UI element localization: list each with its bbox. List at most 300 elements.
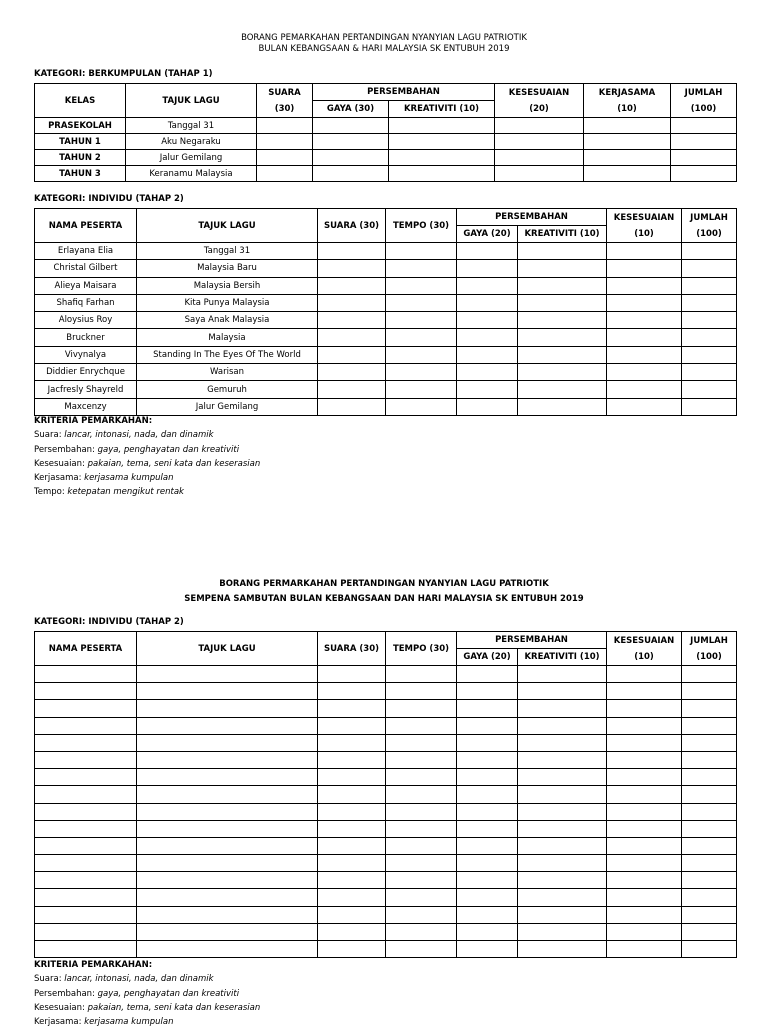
score-cell[interactable] [386,329,457,346]
score-cell[interactable] [682,260,737,277]
score-cell[interactable] [607,312,682,329]
score-cell[interactable] [607,277,682,294]
score-cell[interactable] [386,243,457,260]
criteria-section-2 [34,958,260,1029]
entry-cell[interactable] [137,889,318,906]
score-cell[interactable] [518,294,607,311]
score-cell[interactable] [386,786,457,803]
row-lagu: Malaysia Bersih [137,277,318,294]
score-cell[interactable] [318,837,386,854]
score-cell[interactable] [389,134,495,150]
blank-row [35,837,737,854]
header-nama-peserta: NAMA PESERTA [35,209,137,243]
score-cell[interactable] [682,751,737,768]
score-cell[interactable] [518,734,607,751]
table-row [35,364,737,381]
header-jumlah: JUMLAH (100) [682,632,737,666]
score-cell[interactable] [682,364,737,381]
score-cell[interactable] [457,889,518,906]
table-row [35,312,737,329]
blank-row [35,803,737,820]
title-line-2: BULAN KEBANGSAAN & HARI MALAYSIA SK ENTUBUH 2019 [258,44,510,54]
score-cell[interactable] [607,329,682,346]
score-cell[interactable] [318,243,386,260]
row-lagu: Jalur Gemilang [137,398,318,415]
score-cell[interactable] [518,277,607,294]
score-cell[interactable] [257,166,313,182]
header-nama-peserta: NAMA PESERTA [35,632,137,666]
score-cell[interactable] [318,666,386,683]
score-cell[interactable] [682,820,737,837]
score-cell[interactable] [386,751,457,768]
score-cell[interactable] [318,906,386,923]
table-row [35,294,737,311]
score-cell[interactable] [607,398,682,415]
individual-category-label-2: KATEGORI: INDIVIDU (TAHAP 2) [34,617,184,627]
table-row [35,277,737,294]
entry-cell[interactable] [35,717,137,734]
entry-cell[interactable] [35,769,137,786]
table-row [35,166,737,182]
score-cell[interactable] [607,364,682,381]
entry-cell[interactable] [35,855,137,872]
score-cell[interactable] [318,683,386,700]
entry-cell[interactable] [35,803,137,820]
row-nama: Jacfresly Shayreld [35,381,137,398]
entry-cell[interactable] [137,751,318,768]
score-cell[interactable] [607,906,682,923]
score-cell[interactable] [386,381,457,398]
header-persembahan: PERSEMBAHAN [457,209,607,226]
score-cell[interactable] [518,329,607,346]
score-cell[interactable] [518,941,607,958]
score-cell[interactable] [607,751,682,768]
score-cell[interactable] [518,243,607,260]
score-cell[interactable] [682,717,737,734]
score-cell[interactable] [671,118,737,134]
score-cell[interactable] [318,398,386,415]
entry-cell[interactable] [137,700,318,717]
blank-row [35,889,737,906]
blank-row [35,820,737,837]
score-cell[interactable] [257,118,313,134]
entry-cell[interactable] [35,700,137,717]
score-cell[interactable] [518,769,607,786]
score-cell[interactable] [671,166,737,182]
score-cell[interactable] [457,872,518,889]
score-cell[interactable] [313,166,389,182]
score-cell[interactable] [518,786,607,803]
score-cell[interactable] [386,683,457,700]
header-kreativiti: KREATIVITI (10) [389,101,495,118]
row-nama: Erlayana Elia [35,243,137,260]
score-cell[interactable] [607,820,682,837]
score-cell[interactable] [318,700,386,717]
score-cell[interactable] [682,734,737,751]
score-cell[interactable] [457,294,518,311]
score-cell[interactable] [607,260,682,277]
score-cell[interactable] [386,734,457,751]
table-row [35,260,737,277]
score-cell[interactable] [318,751,386,768]
score-cell[interactable] [318,260,386,277]
score-cell[interactable] [682,346,737,363]
row-lagu: Standing In The Eyes Of The World [137,346,318,363]
score-cell[interactable] [318,717,386,734]
criteria-item: Suara: lancar, intonasi, nada, dan dinamik [34,974,214,985]
criteria-section [34,414,260,500]
blank-row [35,769,737,786]
entry-cell[interactable] [137,906,318,923]
entry-cell[interactable] [137,769,318,786]
score-cell[interactable] [313,150,389,166]
entry-cell[interactable] [35,889,137,906]
score-cell[interactable] [682,666,737,683]
row-kelas: TAHUN 1 [35,134,126,150]
group-category-label: KATEGORI: BERKUMPULAN (TAHAP 1) [34,69,213,79]
header-tajuk-lagu: TAJUK LAGU [137,209,318,243]
score-cell[interactable] [607,243,682,260]
score-cell[interactable] [607,941,682,958]
entry-cell[interactable] [35,941,137,958]
entry-cell[interactable] [137,923,318,940]
blank-row [35,734,737,751]
score-cell[interactable] [607,786,682,803]
score-cell[interactable] [457,941,518,958]
table-row [35,329,737,346]
entry-cell[interactable] [137,855,318,872]
entry-cell[interactable] [137,734,318,751]
score-cell[interactable] [389,118,495,134]
score-cell[interactable] [457,803,518,820]
score-cell[interactable] [495,150,584,166]
header-persembahan: PERSEMBAHAN [313,84,495,101]
score-cell[interactable] [518,346,607,363]
table-row [35,243,737,260]
header-kreativiti: KREATIVITI (10) [518,226,607,243]
score-cell[interactable] [682,329,737,346]
criteria-heading: KRITERIA PEMARKAHAN: [34,416,153,426]
blank-row [35,906,737,923]
entry-cell[interactable] [35,837,137,854]
score-cell[interactable] [318,889,386,906]
score-cell[interactable] [518,837,607,854]
score-cell[interactable] [495,134,584,150]
header-tempo: TEMPO (30) [386,632,457,666]
score-cell[interactable] [682,277,737,294]
score-cell[interactable] [671,134,737,150]
entry-cell[interactable] [137,666,318,683]
blank-row [35,923,737,940]
score-cell[interactable] [386,889,457,906]
header-gaya: GAYA (20) [457,649,518,666]
score-cell[interactable] [584,134,671,150]
header-suara: SUARA (30) [318,632,386,666]
score-cell[interactable] [386,837,457,854]
score-cell[interactable] [386,700,457,717]
score-cell[interactable] [386,294,457,311]
score-cell[interactable] [518,312,607,329]
form-title [0,33,768,55]
score-cell[interactable] [386,346,457,363]
score-cell[interactable] [457,923,518,940]
score-cell[interactable] [518,364,607,381]
score-cell[interactable] [386,260,457,277]
score-cell[interactable] [682,769,737,786]
score-cell[interactable] [386,769,457,786]
score-cell[interactable] [584,166,671,182]
score-cell[interactable] [457,329,518,346]
score-cell[interactable] [518,751,607,768]
score-cell[interactable] [607,346,682,363]
score-cell[interactable] [318,381,386,398]
score-cell[interactable] [682,683,737,700]
score-cell[interactable] [457,683,518,700]
entry-cell[interactable] [35,906,137,923]
row-nama: Maxcenzy [35,398,137,415]
score-cell[interactable] [318,923,386,940]
score-cell[interactable] [386,906,457,923]
blank-row [35,700,737,717]
score-cell[interactable] [682,906,737,923]
score-cell[interactable] [257,134,313,150]
entry-cell[interactable] [137,786,318,803]
score-cell[interactable] [457,346,518,363]
row-lagu: Tanggal 31 [137,243,318,260]
score-cell[interactable] [607,683,682,700]
score-cell[interactable] [495,118,584,134]
score-cell[interactable] [386,717,457,734]
header-kesesuaian: KESESUAIAN (20) [495,84,584,118]
entry-cell[interactable] [35,751,137,768]
row-nama: Bruckner [35,329,137,346]
entry-cell[interactable] [35,734,137,751]
score-cell[interactable] [318,312,386,329]
score-cell[interactable] [318,769,386,786]
score-cell[interactable] [682,837,737,854]
row-nama: Aloysius Roy [35,312,137,329]
score-cell[interactable] [518,820,607,837]
table-row [35,150,737,166]
row-lagu: Tanggal 31 [126,118,257,134]
row-kelas: TAHUN 3 [35,166,126,182]
score-cell[interactable] [457,398,518,415]
score-cell[interactable] [607,294,682,311]
score-cell[interactable] [386,820,457,837]
score-cell[interactable] [386,855,457,872]
header-jumlah: JUMLAH (100) [682,209,737,243]
individual-score-table [34,208,737,416]
score-cell[interactable] [682,243,737,260]
score-cell[interactable] [518,666,607,683]
entry-cell[interactable] [137,872,318,889]
entry-cell[interactable] [137,803,318,820]
score-cell[interactable] [682,786,737,803]
criteria-item: Kerjasama: kerjasama kumpulan [34,1017,174,1028]
score-cell[interactable] [518,906,607,923]
score-cell[interactable] [607,855,682,872]
score-cell[interactable] [318,803,386,820]
score-cell[interactable] [518,398,607,415]
score-cell[interactable] [607,717,682,734]
score-cell[interactable] [457,717,518,734]
score-cell[interactable] [457,260,518,277]
score-cell[interactable] [682,872,737,889]
row-nama: Vivynalya [35,346,137,363]
entry-cell[interactable] [35,683,137,700]
score-cell[interactable] [518,700,607,717]
score-cell[interactable] [318,734,386,751]
header-tajuk-lagu: TAJUK LAGU [126,84,257,118]
entry-cell[interactable] [137,717,318,734]
score-cell[interactable] [457,906,518,923]
score-cell[interactable] [386,923,457,940]
score-cell[interactable] [682,700,737,717]
score-cell[interactable] [495,166,584,182]
entry-cell[interactable] [35,666,137,683]
score-cell[interactable] [318,855,386,872]
score-cell[interactable] [457,769,518,786]
score-cell[interactable] [682,855,737,872]
blank-row [35,786,737,803]
entry-cell[interactable] [137,820,318,837]
score-cell[interactable] [682,941,737,958]
score-cell[interactable] [682,312,737,329]
score-cell[interactable] [682,294,737,311]
score-cell[interactable] [607,769,682,786]
header-tempo: TEMPO (30) [386,209,457,243]
score-cell[interactable] [518,717,607,734]
row-nama: Shafiq Farhan [35,294,137,311]
score-cell[interactable] [389,150,495,166]
score-cell[interactable] [386,666,457,683]
score-cell[interactable] [457,751,518,768]
score-cell[interactable] [607,734,682,751]
score-cell[interactable] [386,398,457,415]
title-line-2: SEMPENA SAMBUTAN BULAN KEBANGSAAN DAN HARI MALAYSIA SK ENTUBUH 2019 [184,594,584,604]
score-cell[interactable] [386,364,457,381]
entry-cell[interactable] [137,837,318,854]
entry-cell[interactable] [35,872,137,889]
entry-cell[interactable] [35,820,137,837]
score-cell[interactable] [318,329,386,346]
header-gaya: GAYA (30) [313,101,389,118]
blank-row [35,683,737,700]
header-tajuk-lagu: TAJUK LAGU [137,632,318,666]
score-cell[interactable] [386,803,457,820]
entry-cell[interactable] [35,923,137,940]
score-cell[interactable] [257,150,313,166]
entry-cell[interactable] [35,786,137,803]
table-row [35,381,737,398]
score-cell[interactable] [584,150,671,166]
score-cell[interactable] [457,277,518,294]
score-cell[interactable] [318,872,386,889]
row-nama: Christal Gilbert [35,260,137,277]
score-cell[interactable] [682,381,737,398]
score-cell[interactable] [518,872,607,889]
score-cell[interactable] [318,346,386,363]
row-lagu: Malaysia Baru [137,260,318,277]
score-cell[interactable] [313,134,389,150]
score-cell[interactable] [518,923,607,940]
blank-row [35,941,737,958]
score-cell[interactable] [607,803,682,820]
score-cell[interactable] [457,820,518,837]
score-cell[interactable] [318,364,386,381]
score-cell[interactable] [457,855,518,872]
score-cell[interactable] [518,855,607,872]
row-kelas: TAHUN 2 [35,150,126,166]
score-cell[interactable] [607,666,682,683]
score-cell[interactable] [518,889,607,906]
score-cell[interactable] [607,872,682,889]
table-row [35,398,737,415]
score-cell[interactable] [386,872,457,889]
score-cell[interactable] [457,700,518,717]
score-cell[interactable] [457,734,518,751]
title-line-1: BORANG PEMARKAHAN PERTANDINGAN NYANYIAN LAGU PATRIOTIK [241,33,527,43]
criteria-item: Kesesuaian: pakaian, tema, seni kata dan keserasian [34,1002,261,1013]
score-cell[interactable] [457,381,518,398]
score-cell[interactable] [318,277,386,294]
score-cell[interactable] [457,312,518,329]
entry-cell[interactable] [137,683,318,700]
score-cell[interactable] [584,118,671,134]
header-kerjasama: KERJASAMA (10) [584,84,671,118]
score-cell[interactable] [518,381,607,398]
row-lagu: Aku Negaraku [126,134,257,150]
criteria-item: Kerjasama: kerjasama kumpulan [34,473,174,484]
score-cell[interactable] [682,803,737,820]
score-cell[interactable] [682,398,737,415]
score-cell[interactable] [607,837,682,854]
score-cell[interactable] [607,381,682,398]
entry-cell[interactable] [137,941,318,958]
score-cell[interactable] [386,312,457,329]
score-cell[interactable] [318,786,386,803]
score-cell[interactable] [457,786,518,803]
score-cell[interactable] [518,260,607,277]
criteria-item: Suara: lancar, intonasi, nada, dan dinamik [34,430,214,441]
score-cell[interactable] [386,277,457,294]
header-persembahan: PERSEMBAHAN [457,632,607,649]
score-cell[interactable] [457,243,518,260]
score-cell[interactable] [457,666,518,683]
score-cell[interactable] [389,166,495,182]
score-cell[interactable] [457,364,518,381]
score-cell[interactable] [671,150,737,166]
score-cell[interactable] [518,683,607,700]
individual-category-label: KATEGORI: INDIVIDU (TAHAP 2) [34,194,184,204]
score-cell[interactable] [682,889,737,906]
row-lagu: Malaysia [137,329,318,346]
row-lagu: Saya Anak Malaysia [137,312,318,329]
score-cell[interactable] [318,294,386,311]
score-cell[interactable] [318,941,386,958]
score-cell[interactable] [386,941,457,958]
header-jumlah: JUMLAH (100) [671,84,737,118]
score-cell[interactable] [607,889,682,906]
score-cell[interactable] [607,700,682,717]
score-cell[interactable] [318,820,386,837]
score-cell[interactable] [607,923,682,940]
score-cell[interactable] [518,803,607,820]
score-cell[interactable] [682,923,737,940]
score-cell[interactable] [457,837,518,854]
row-nama: Diddier Enrychque [35,364,137,381]
score-cell[interactable] [313,118,389,134]
